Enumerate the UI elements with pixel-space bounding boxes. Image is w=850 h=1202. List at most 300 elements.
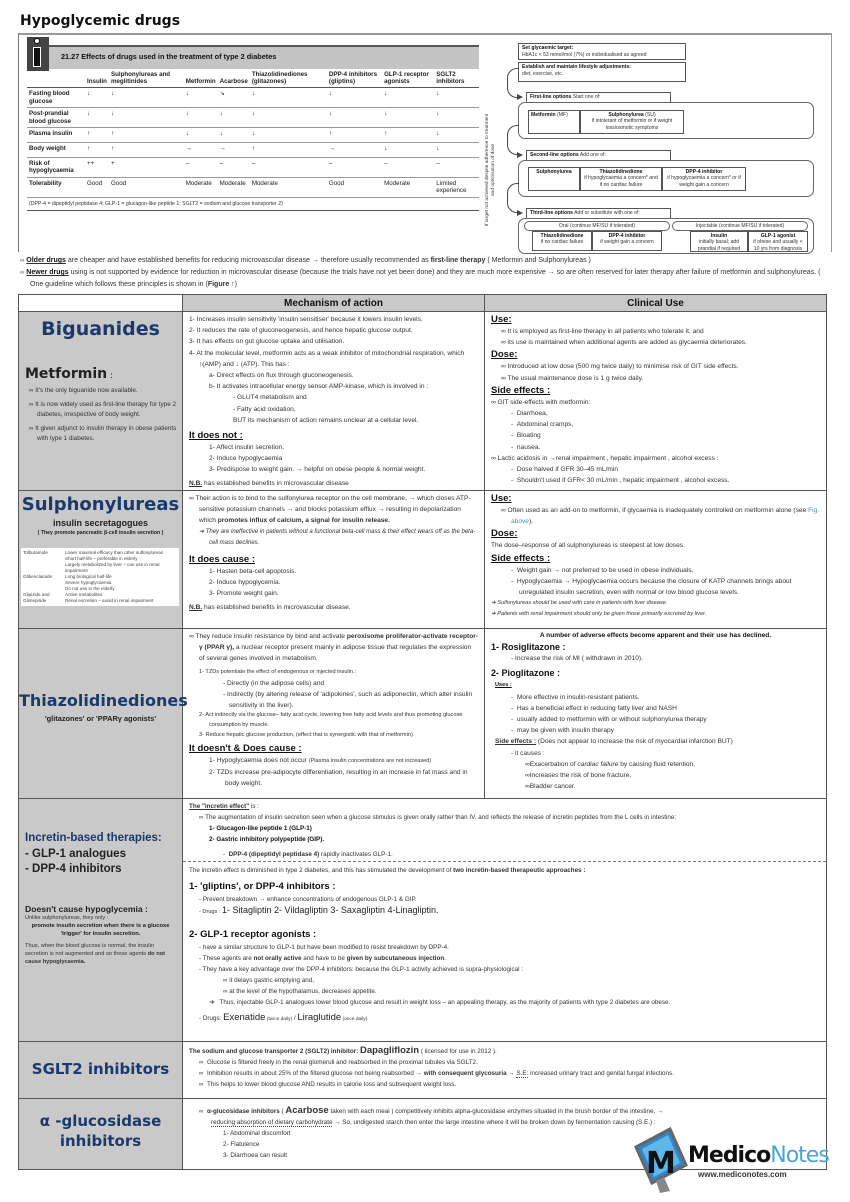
row-label: Tolerability	[27, 177, 85, 197]
side-effects-heading: Side effects :	[491, 384, 551, 396]
injectable-label: Injectable (continue MF/SU if tolerated)	[672, 221, 808, 231]
logo-url: www.mediconotes.com	[698, 1170, 787, 1179]
text: The incretin effect is diminished in type 2 diabetes, and this has stimulated the development of	[189, 867, 454, 874]
sulphonylurea-drug-table	[21, 548, 179, 606]
bold-text: two incretin-based therapeutic approaches :	[453, 867, 586, 874]
option-suffix: (MF)	[557, 112, 568, 118]
side-label-line-1: If target not achieved despite adherence to treatment	[485, 113, 491, 227]
table-cell: Limited experience	[434, 177, 479, 197]
lifestyle-box	[518, 62, 686, 82]
oral-label: Oral (continue MF/SU if tolerated)	[524, 221, 670, 231]
column-header: Thiazolidinediones (glitazones)	[250, 69, 327, 88]
table-cell: ↓	[218, 108, 250, 128]
text: and have to be	[301, 955, 347, 962]
text: →	[506, 1070, 517, 1077]
text: Often used as an add-on to metformin, if glycaemia is inadequately controlled on metformin alone (see	[507, 507, 809, 514]
older-drugs-bold: first-line therapy	[430, 257, 486, 264]
glp1-thus: ➔ Thus, injectable GLP-1 analogues lower blood glucose and result in weight loss – an appealing therapy, as the majority of patients with type 2 diabetes are obese.	[209, 999, 671, 1006]
sglt2-point: ∞ Inhibition results in about 25% of the filtered glucose not being reabsorbed → with consequent glycosuria → S.E: increased urinary tract and genital fungal infections.	[199, 1070, 674, 1077]
mechanism-subitem: a- Direct effects on flux through gluconeogenesis.	[209, 372, 354, 380]
incretin-effect-text: ∞ The augmentation of insulin secretion seen when a glucose stimulus is given orally rather than IV, and reflects the release of incretin peptides from the L cells in intestine:	[199, 814, 677, 821]
su-drug-note: Lower maximal efficacy than other sulfonylureas	[65, 550, 163, 555]
table-cell: ↑	[85, 143, 109, 158]
table-cell: ↓	[85, 108, 109, 128]
option-insulin	[690, 231, 748, 252]
column-header: Insulin	[85, 69, 109, 88]
se-subitem: - Shouldn't used if GFR< 30 mL/min , hepatic impairment , alcohol excess.	[511, 477, 730, 485]
first-line-sub: Start one of:	[572, 94, 601, 100]
info-icon	[27, 37, 49, 71]
text: Has a beneficial effect in reducing fatty liver and NASH	[516, 704, 677, 712]
dose-note: (twice daily)	[265, 1017, 293, 1022]
table-cell: ↑	[109, 143, 184, 158]
table-cell: Moderate	[218, 177, 250, 197]
su-drug-row	[23, 574, 177, 592]
tzd-point: 2- Act indirectly via the glucose– fatty acid cycle, lowering free fatty acid levels and thus promoting glucose consumption by muscle.	[199, 712, 463, 728]
item-text: Introduced at low dose (500 mg twice daily) to minimise risk of GIT side effects.	[507, 363, 739, 371]
tzd-point: 1- TZDs potentiate the effect of endogenous or injected insulin.:	[199, 668, 357, 675]
table-cell: Moderate	[184, 177, 218, 197]
table-row	[27, 158, 479, 178]
gliptins-drugs	[189, 905, 820, 918]
option-suffix: (SU)	[645, 112, 656, 118]
logo-brand-a: Medico	[688, 1143, 771, 1168]
item-text: Dose halved if GFR 30–45 mL/min	[516, 466, 619, 474]
arrowhead-icon	[517, 152, 523, 158]
option-note: if hypoglycaemia a concern* or if weight gain a concern	[667, 175, 741, 188]
se-subitem: - Abdominal cramps,	[511, 421, 574, 429]
tzd-clinical	[485, 629, 826, 798]
use-heading: Use:	[491, 314, 512, 325]
does-not-item: 1- Affect insulin secretion,	[209, 444, 285, 452]
text: Sulfonylureas should be used with care in patients with liver disease.	[497, 600, 668, 607]
sulphonylureas-subtitle: insulin secretagogues	[52, 518, 149, 528]
table-cell: ↓	[434, 88, 479, 108]
tzd-clinical-heading: A number of adverse effects become apparent and their use has declined.	[539, 632, 772, 639]
su-drug-note: Long biological half-life	[65, 574, 112, 579]
rosiglitazone-heading: 1- Rosiglitazone :	[491, 642, 566, 653]
text: 1- Hypoglycaemia does not occur	[209, 756, 309, 764]
text: taken with each meal ) competitively inhibits alpha-glucosidase enzymes situated in the brush border of the intestine, →	[328, 1108, 664, 1115]
mechanism-main: ∞ Their action is to bind to the sulfonylurea receptor on the cell membrane, → which closes ATP-sensitive potassium channels → and blocks potassium efflux → resulting in depolarization which promotes influx of calcium, a signal for insulin release.	[189, 495, 471, 525]
newer-drugs-label: Newer drugs	[26, 269, 69, 276]
intro-notes	[20, 255, 830, 291]
table-cell: Good	[327, 177, 382, 197]
table-title: 21.27 Effects of drugs used in the treatment of type 2 diabetes	[61, 52, 277, 61]
se-item: - Weight gain → not preferred to be used in obese individuals.	[511, 566, 694, 574]
third-line-sub: Add or substitute with one of:	[574, 210, 640, 216]
incretin-effect-line	[189, 801, 820, 812]
text: ( licensed for use in 2012 ).	[419, 1048, 497, 1055]
option-name: DPP-4 inhibitor	[685, 169, 723, 175]
incretin-heading: Incretin-based therapies:	[25, 832, 162, 844]
does-not-item: 3- Predispose to weight gain. → helpful on obese people & normal weight.	[209, 466, 426, 474]
does-cause-item: 3- Promote weight gain.	[209, 590, 279, 598]
se-item: ∞Bladder cancer.	[525, 783, 576, 791]
incretin-content	[183, 799, 826, 1041]
table-cell: →	[184, 143, 218, 158]
note-text: It's the only biguanide now available.	[35, 387, 138, 394]
table-cell: –	[327, 158, 382, 178]
text: The augmentation of insulin secretion seen when a glucose stimulus is given orally rather than IV, and reflects the release of incretin peptides from the L cells in intestine:	[205, 814, 677, 821]
text: - Drugs :	[199, 909, 223, 915]
mechanism-note: ➔ They are ineffective in patients without a functional beta-cell mass & their effect wears off as the beta-cell mass declines.	[199, 528, 476, 546]
table-cell: ↑	[85, 128, 109, 143]
row-label: Risk of hypoglycaemia	[27, 158, 85, 178]
alpha-title-2: inhibitors	[59, 1132, 142, 1150]
incretin-label-cell	[19, 799, 183, 1041]
option-note: initially basal; add prandial if required	[697, 239, 741, 252]
text: /	[292, 1015, 298, 1022]
metformin-name: Metformin	[25, 366, 108, 382]
option-dpp4-3	[592, 231, 662, 251]
bold-text: given by subcutaneous injection	[346, 955, 445, 962]
text: Bladder cancer.	[529, 783, 576, 791]
sglt2-title: SGLT2 inhibitors	[31, 1060, 170, 1078]
item-text: Bloating	[516, 432, 541, 440]
option-sulphonylurea	[580, 110, 684, 134]
text: - These agents are	[199, 955, 254, 962]
text: Increases the risk of bone fracture,	[529, 772, 632, 780]
drug-name: Acarbose	[285, 1105, 329, 1116]
newer-drugs-note	[20, 267, 830, 291]
side-effects-heading: Side effects :	[495, 738, 537, 746]
incretin-item: - DPP-4 inhibitors	[25, 863, 122, 875]
table-row	[27, 177, 479, 197]
arrowhead-icon	[517, 210, 523, 216]
column-header: SGLT2 inhibitors	[434, 69, 479, 88]
text: Their action is to bind to the sulfonylurea receptor on the cell membrane, → which closes ATP-sensitive potassium channels → and blocks potassium efflux → resulting in depolarization which	[195, 495, 471, 525]
bold-text: α-glucosidase inhibitors	[207, 1108, 280, 1115]
column-header: Metformin	[184, 69, 218, 88]
use-item: - may be given with insulin therapy	[511, 727, 615, 735]
drug-grid	[18, 294, 827, 1170]
table-cell: ↓	[250, 108, 327, 128]
text: - Drugs:	[199, 1015, 224, 1022]
su-drug-note: Active metabolites	[65, 592, 103, 597]
table-cell: ↑	[109, 128, 184, 143]
row-label: Fasting blood glucose	[27, 88, 85, 108]
pioglitazone-heading: 2- Pioglitazone :	[491, 668, 561, 679]
table-cell: ++	[85, 158, 109, 178]
text: increased urinary tract and genital fungal infections.	[528, 1070, 674, 1077]
nb-text: has established benefits in microvascular disease	[202, 479, 349, 487]
alpha-label-cell	[19, 1099, 183, 1169]
does-cause-item: 1- Hasten beta-cell apoptosis.	[209, 568, 297, 576]
header-mechanism: Mechanism of action	[183, 295, 485, 311]
text: rapidly inactivates GLP-1.	[319, 851, 393, 858]
table-cell: ↓	[184, 108, 218, 128]
su-drug-name: Glimepiride	[23, 598, 47, 603]
alpha-title-1: α -glucosidase	[39, 1112, 162, 1130]
text: by causing fluid retention,	[618, 760, 696, 768]
su-drug-name: Glipizide and	[23, 592, 50, 597]
su-drug-note: Severe hypoglycaemia	[65, 580, 112, 585]
table-cell: ↓	[85, 88, 109, 108]
header-clinical: Clinical Use	[485, 295, 826, 311]
table-cell: ↑	[250, 143, 327, 158]
dose-item: ∞ Introduced at low dose (500 mg twice daily) to minimise risk of GIT side effects.	[501, 363, 739, 371]
mechanism-subitem: - GLUT4 metabolism and	[233, 394, 307, 402]
su-drug-row	[23, 550, 177, 574]
effects-table	[27, 45, 479, 211]
use-item: - Has a beneficial effect in reducing fatty liver and NASH	[511, 704, 677, 712]
table-cell: –	[250, 158, 327, 178]
item-text: Diarrhoea,	[516, 410, 548, 418]
text: a nuclear receptor present mainly in adipose tissue that regulates the expression of several genes involved in metabolism.	[199, 644, 472, 663]
table-cell: Moderate	[250, 177, 327, 197]
row-sglt2	[19, 1042, 826, 1099]
se-lead: - it causes :	[511, 749, 545, 757]
mechanism-item: 1- Increases insulin sensitivity 'insulin sensitiser' because it lowers insulin levels.	[189, 316, 423, 323]
alpha-se-item: 2- Flatulence	[223, 1141, 260, 1148]
side-label-line-2: and optimisation of dose	[491, 144, 496, 197]
metformin-note: ∞ It's the only biguanide now available.	[29, 387, 138, 394]
option-name: Insulin	[710, 233, 728, 239]
item-text: Lactic acidosis in →renal impairment , hepatic impairment , alcohol excess :	[497, 454, 719, 462]
option-note: if weight gain a concern	[600, 239, 654, 246]
table-cell: ↓	[109, 88, 184, 108]
option-dpp4	[662, 167, 746, 191]
newer-drugs-text: using is not supported by evidence for reduction in microvascular disease (because the trials have not yet been done) and they are much more expensive → so are often reserved for later therapy after failure of metformin and sulphonylureas. ( One guideline which follows these principles is shown in (	[30, 269, 821, 288]
table-row	[27, 128, 479, 143]
arrow-icon	[507, 183, 519, 213]
biguanides-label-cell	[19, 312, 183, 490]
su-drug-row	[23, 598, 177, 604]
effects-grid	[27, 69, 479, 198]
target-title: Set glycaemic target:	[522, 45, 574, 51]
glp1-point: - have a similar structure to GLP-1 but have been modified to resist breakdown by DPP-4.	[199, 944, 449, 951]
no-hypo-thus	[25, 942, 178, 966]
table-cell: Good	[85, 177, 109, 197]
mechanism-item: 4- At the molecular level, metformin acts as a weak inhibitor of mitochondrial respiration, which ↑(AMP) and ↓ (ATP). This has :	[189, 349, 465, 368]
table-cell: ↓	[109, 108, 184, 128]
incretin-peptide: 1- Glucagon-like peptide 1 (GLP-1)	[209, 825, 312, 832]
option-name: DPP-4 inhibitor	[608, 233, 646, 239]
drug-name: Liraglutide	[297, 1012, 342, 1023]
su-drug-notes	[65, 598, 177, 604]
note-text: It given adjunct to insulin therapy in obese patients with type 1 diabetes.	[35, 424, 177, 442]
sglt2-point: ∞ Glucose is filtered freely in the renal glomeruli and reabsorbed in the proximal tubules via SGLT2.	[199, 1059, 478, 1066]
drug-list: 1- Sitagliptin 2- Vildagliptin 3- Saxagliptin 4-Linagliptin.	[222, 905, 439, 915]
text: (Plasma insulin concentrations are not increased)	[308, 757, 432, 764]
gliptins-point: - Prevent breakdown → enhance concentrations of endogenous GLP-1 & GIP.	[199, 896, 417, 903]
table-cell: ↑	[327, 128, 382, 143]
option-tzd-3	[532, 231, 592, 251]
table-cell: Good	[109, 177, 184, 197]
use-item: ∞ It is employed as first-line therapy in all patients who tolerate it, and	[501, 328, 704, 335]
se-line	[491, 736, 820, 747]
dose-note: (once daily).	[341, 1017, 369, 1022]
note-text: It is now widely used as first-line therapy for type 2 diabetes, irrespective of body weight.	[35, 400, 176, 418]
svg-text:M: M	[646, 1146, 676, 1181]
arrowhead-icon	[517, 94, 523, 100]
rosiglitazone-note: - Increase the risk of MI ( withdrawn in 2010).	[511, 655, 643, 663]
text: may be given with insulin therapy	[516, 727, 615, 735]
option-note: if hypoglycaemia a concern* and if no cardiac failure	[584, 175, 658, 188]
tzd-cause: 2- TZDs increase pre-adipocyte differentiation, resulting in an increase in fat mass and in body weight.	[209, 768, 468, 788]
mechanism-main: ∞ They reduce insulin resistance by bind and activate peroxisome proliferator-activate receptor-γ (PPAR γ), a nuclear receptor present mainly in adipose tissue that regulates the expression of several genes involved in metabolism.	[189, 633, 478, 663]
uses-heading: Uses :	[495, 682, 512, 689]
se-subitem: - nausea.	[511, 443, 541, 451]
table-cell: →	[327, 143, 382, 158]
newer-drugs-tail: )	[234, 281, 238, 288]
mechanism-subitem: b- It activates intracellular energy sensor AMP-kinase, which is involved in :	[209, 383, 429, 391]
column-header: Acarbose	[218, 69, 250, 88]
table-cell: –	[382, 158, 434, 178]
table-cell: →	[218, 143, 250, 158]
alpha-main: ∞ α-glucosidase inhibitors ( Acarbose taken with each meal ) competitively inhibits alpha-glucosidase enzymes situated in the brush border of the intestine, → reducing absorption of dietary carbohydrate → So, undigested starch then enter the large intestine where it will be broken down by fermentation causing (S.E.) :	[199, 1105, 664, 1126]
se-subitem: - Dose halved if GFR 30–45 mL/min	[511, 466, 619, 474]
does-not-item: 2- Induce hypoglycaemia	[209, 455, 283, 463]
figure-link[interactable]: Fig. above	[511, 507, 820, 526]
text: at the level of the hypothalamus, decreases appetite.	[229, 988, 377, 995]
glp1-point	[189, 953, 820, 964]
text: Thus, when the blood glucose is normal, the insulin secretion is not augmented and so these agents	[25, 943, 154, 957]
metformin-colon: :	[107, 371, 113, 381]
column-header: GLP-1 receptor agonists	[382, 69, 434, 88]
grid-header-blank	[19, 295, 183, 311]
option-name: Sulphonylurea	[536, 169, 572, 175]
warning-note: ➔ Sulfonylureas should be used with care in patients with liver disease.	[491, 600, 668, 607]
metformin-note: ∞ It is now widely used as first-line therapy for type 2 diabetes, irrespective of body weight.	[29, 400, 176, 418]
tzd-label-cell	[19, 629, 188, 798]
item-text: nausea.	[516, 443, 541, 451]
item-text: Shouldn't used if GFR< 30 mL/min , hepatic impairment , alcohol excess.	[516, 477, 730, 485]
se-subitem: - Diarrhoea,	[511, 410, 548, 418]
su-drug-notes	[65, 550, 177, 574]
item-text: GIT side-effects with metformin:	[497, 398, 591, 406]
mediconotes-logo	[630, 1125, 830, 1195]
table-cell: ↓	[382, 108, 434, 128]
text: Thus, injectable GLP-1 analogues lower blood glucose and result in weight loss – an appealing therapy, as the majority of patients with type 2 diabetes are obese.	[219, 999, 671, 1006]
glp1-heading: 2- GLP-1 receptor agonists :	[189, 929, 317, 940]
target-text: HbA1c < 53 mmol/mol (7%) or individualised as agreed	[522, 51, 647, 58]
tzd-cause	[189, 755, 478, 767]
incretin-item: - GLP-1 analogues	[25, 848, 126, 860]
sglt2-point: ∞ This helps to lower blood glucose AND results in calorie loss and subsequent weight loss.	[199, 1081, 457, 1088]
bold-text: DPP-4 (dipeptidyl peptidase 4)	[228, 851, 320, 858]
table-cell: ↓	[327, 108, 382, 128]
su-drug-note: Short half-life – preferable in elderly	[65, 556, 138, 561]
older-drugs-label: Older drugs	[26, 257, 66, 264]
text: They are ineffective in patients without a functional beta-cell mass & their effect wears off as the beta-cell mass declines.	[205, 528, 476, 546]
option-note: if intolerant of metformin or if weight loss/osmotic symptoms	[591, 118, 673, 131]
bold-text: promotes influx of calcium, a signal for insulin release.	[217, 517, 390, 525]
mechanism-subitem: BUT its mechanism of action remains unclear at a cellular level.	[233, 416, 419, 424]
mechanism-item: 3- It has effects on gut glucose uptake and utilisation.	[189, 338, 345, 346]
option-name: Thiazolidinedione	[599, 169, 643, 175]
table-row	[27, 143, 479, 158]
bold-text: do not cause hypoglycaemia.	[25, 951, 166, 965]
text: reducing absorption of dietary carbohydrate	[211, 1119, 333, 1126]
bullet-icon: ∞	[20, 270, 25, 276]
se-item: ∞ Lactic acidosis in →renal impairment , hepatic impairment , alcohol excess :	[491, 454, 719, 462]
does-cause-heading: It doesn't & Does cause :	[189, 742, 302, 754]
table-row	[27, 88, 479, 108]
page-title: Hypoglycemic drugs	[20, 13, 181, 29]
column-header: Sulphonylureas and meglitinides	[109, 69, 184, 88]
text: Exacerbation of	[529, 760, 578, 768]
item-text: The usual maintenance dose is 1 g twice daily.	[507, 374, 644, 382]
row-biguanides	[19, 312, 826, 491]
text: it delays gastric emptying and,	[229, 977, 314, 984]
row-label: Body weight	[27, 143, 85, 158]
text: Hypoglycaemia → Hypoglycaemia occurs because the closure of KATP channels brings about unregulated insulin secretion, even with normal or low blood glucose levels.	[516, 577, 792, 597]
row-incretin	[19, 799, 826, 1042]
su-drug-note: Largely metabolized by liver – can use in renal impairment	[65, 562, 160, 573]
table-cell: –	[184, 158, 218, 178]
does-cause-item: 2- Induce hypoglycemia.	[209, 579, 281, 587]
dose-item: ∞ The usual maintenance dose is 1 g twice daily.	[501, 374, 644, 382]
text: usually added to metformin with or without sulphonylurea therapy	[516, 716, 707, 724]
newer-drugs-bold: Figure ↑	[207, 281, 235, 288]
text: More effective in insulin-resistant patients.	[516, 693, 640, 701]
tzd-subtitle: 'glitazones' or 'PPARγ agonists'	[44, 714, 157, 723]
metformin-heading	[25, 366, 182, 382]
italic-text: cardiac failure	[577, 760, 619, 768]
table-cell: –	[218, 158, 250, 178]
table-header-bar	[27, 45, 479, 69]
nb-label: N.B.	[189, 603, 203, 611]
table-footnote: (DPP-4 = dipeptidyl peptidase 4; GLP-1 = glucagon-like peptide 1; SGLT2 = sodium and glucose transporter 2)	[27, 198, 479, 211]
su-drug-note: Renal excretion – avoid in renal impairment	[65, 598, 154, 603]
tzd-point: 3- Reduce hepatic glucose production, (effect that is synergistic with that of metformin)	[199, 732, 413, 739]
mechanism-subitem: - Fatty acid oxidation,	[233, 405, 296, 413]
se-item: - Hypoglycaemia → Hypoglycaemia occurs because the closure of KATP channels brings about unregulated insulin secretion, even with normal or low blood glucose levels.	[511, 577, 792, 597]
second-line-sub: Add one of:	[579, 152, 606, 158]
logo-brand-b: Notes	[770, 1143, 829, 1168]
incretin-diminished	[183, 861, 826, 876]
option-note: if no cardiac failure	[540, 239, 584, 246]
second-line-title: Second-line options	[530, 152, 579, 158]
option-thiazolidinedione	[580, 167, 662, 191]
text: They reduce insulin resistance by bind and activate	[195, 633, 347, 640]
se-label: S.E:	[516, 1070, 529, 1077]
grid-header	[19, 295, 826, 312]
option-name: Metformin	[531, 112, 556, 118]
sulphonylureas-mechanism	[183, 491, 485, 628]
table-cell: ↓	[382, 88, 434, 108]
third-line-title: Third-line options	[530, 210, 574, 216]
does-not-heading: It does not :	[189, 430, 243, 442]
lifestyle-title: Establish and maintain lifestyle adjustments:	[522, 64, 631, 70]
se-item: ∞Exacerbation of cardiac failure by causing fluid retention,	[525, 760, 696, 768]
biguanides-clinical	[485, 312, 826, 490]
biguanides-title: Biguanides	[41, 318, 160, 340]
older-drugs-tail: ( Metformin and Sulphonylureas )	[485, 257, 591, 264]
column-header: DPP-4 inhibitors (gliptins)	[327, 69, 382, 88]
no-hypo-bold: promote insulin secretion when there is a glucose 'trigger' for insulin secretion.	[31, 923, 170, 937]
option-metformin	[528, 110, 580, 134]
table-cell: ↓	[250, 128, 327, 143]
table-cell: ↓	[184, 88, 218, 108]
figure-box	[18, 33, 832, 252]
warning-note: ➔ Patients with renal impairment should only be given those primarily excreted by liver.	[491, 611, 707, 618]
table-cell: ↓	[434, 143, 479, 158]
bold-text: with consequent glycosuria	[423, 1070, 507, 1077]
text: → So, undigested starch then enter the large intestine where it will be broken down by fermentation causing (S.E.) :	[332, 1119, 656, 1126]
effect-title: The "incretin effect"	[189, 803, 250, 810]
option-note: if obese and usually < 10 yrs from diagnosis	[753, 239, 803, 252]
glp1-subpoint: ∞ at the level of the hypothalamus, decreases appetite.	[223, 988, 377, 995]
tzd-title: Thiazolidinediones	[19, 691, 188, 710]
se-subitem: - Bloating	[511, 432, 541, 440]
logo-wordmark	[688, 1143, 829, 1168]
table-cell: ↘	[218, 88, 250, 108]
table-cell: ↓	[218, 128, 250, 143]
text: Inhibition results in about 25% of the filtered glucose not being reabsorbed →	[207, 1070, 424, 1077]
